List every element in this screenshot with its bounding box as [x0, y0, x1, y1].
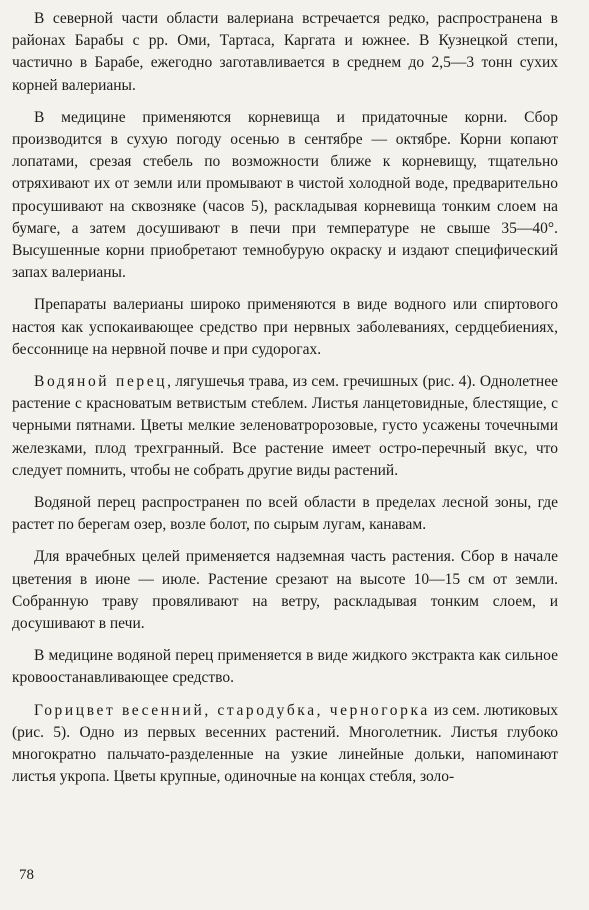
paragraph-water-pepper-distribution [12, 492, 558, 536]
paragraph-water-pepper-description [12, 371, 558, 482]
term-water-pepper: Водяной перец [34, 373, 168, 391]
distribution-rest-text: лесной зоны, где растет по берегам озер, возле болот, по сырым лугам, канавам. [12, 494, 558, 534]
paragraph-valerian-use: Препараты валерианы широко применяются в виде водного или спиртового настоя как успокаивающее средство при нервных заболеваниях, сердцебиениях, бессоннице на нервной почве и при судорогах. [12, 296, 558, 358]
paragraph-water-pepper-use: В медицине водяной перец применяется в виде жидкого экстракта как сильное кровоостанавливающее средство. [12, 647, 558, 687]
page-number: 78 [19, 867, 34, 883]
paragraph-water-pepper-collection: Для врачебных целей применяется надземная часть растения. Сбор в начале цветения в июне — июле. Растение срезают на высоте 10—15 см от земли. Собранную траву провяливают на ветру, раскладывая тонким слоем, и досушивают в печи. [12, 548, 558, 633]
paragraph-valerian-collection: В медицине применяются корневища и придаточные корни. Сбор производится в сухую погоду осенью в сентябре — октябре. Корни копают лопатами, срезая стебель по возможности ближе к корневищу, тщательно отряхивают их от земли или промывают в чистой холодной воде, предварительно просушивают на сквозняке (часов 5), раскладывая корневища тонким слоем на бумаге, а затем досушивают в печи при температуре не свыше 35—40°. Высушенные корни приобретают темнобурую окраску и издают специфический запах валерианы. [12, 108, 558, 282]
paragraph-adonis-description [12, 700, 558, 789]
paragraph-valerian-distribution: В северной части области валериана встречается редко, распространена в районах Барабы с рр. Оми, Тартаса, Каргата и южнее. В Кузнецкой степи, частично в Барабе, ежегодно заготавливается в среднем до 2,5—3 тонн сухих корней валерианы. [12, 10, 558, 94]
term-adonis: Горицвет весенний, стародубка, черногорка [34, 701, 430, 719]
water-pepper-description-text: , лягушечья трава, из сем. гречишных (рис. 4). Однолетнее растение с красноватым ветвистым стеблем. Листья ланцетовидные, блестящие, с черными пятнами. Цветы мелкие зеленоватророзовые, густо усажены точечными железками, плод трехгранный. Все растение имеет остро-перечный вкус, что следует помнить, чтобы не собрать другие виды растений. [12, 373, 558, 479]
distribution-prefix-text: Водяной перец распространен по всей области в пределах [34, 494, 436, 512]
adonis-description-text: из сем. лютиковых (рис. 5). Одно из первых весенних растений. Многолетник. Листья глубоко многократно пальчато-разделенные на узкие линейные дольки, напоминают листья укропа. Цветы крупные, одиночные на концах стебля, золо- [12, 701, 558, 786]
page-text [12, 8, 558, 799]
